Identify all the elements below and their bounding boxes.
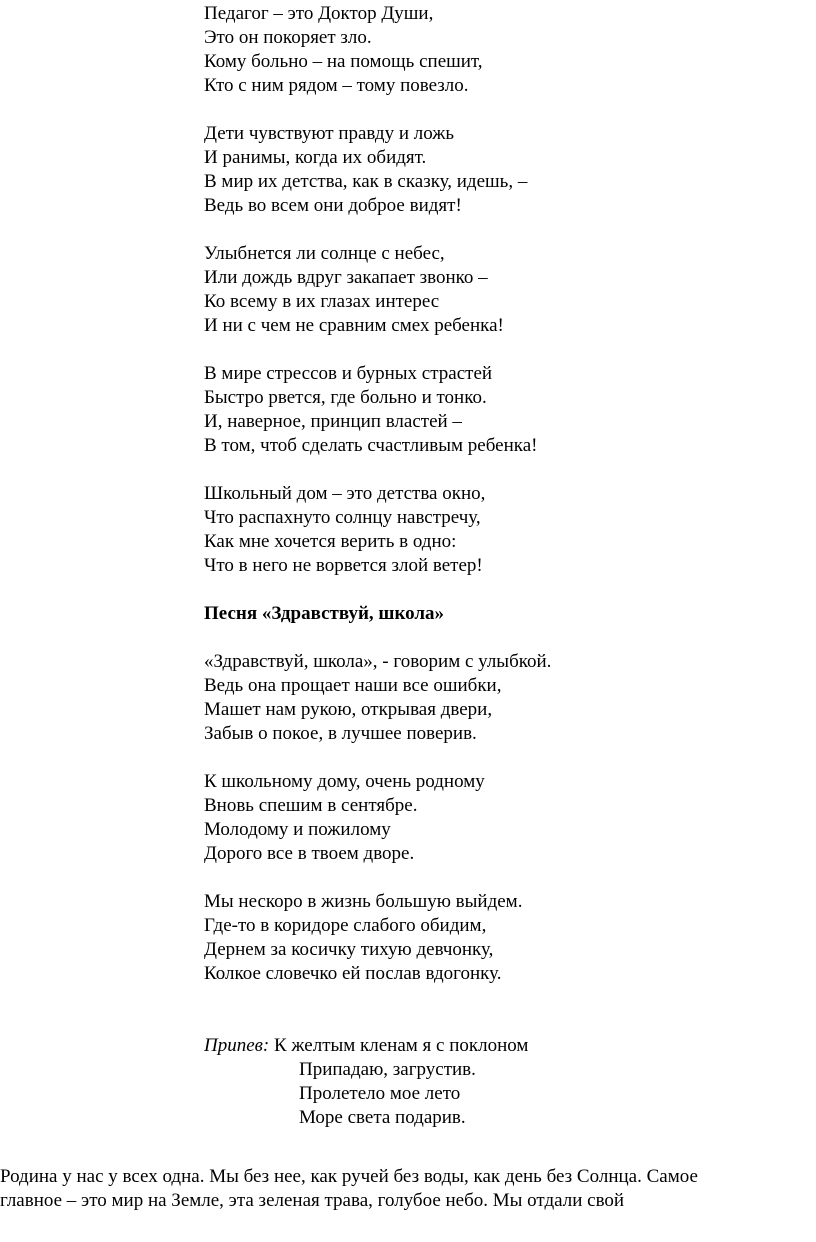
poem-line: Быстро рвется, где больно и тонко. [204, 387, 487, 408]
refrain-line: Припадаю, загрустив. [299, 1059, 476, 1080]
poem-stanza-1 [204, 2, 804, 98]
refrain-first-line [204, 1034, 804, 1058]
poem-stanza-2 [204, 122, 804, 218]
poem-line: Школьный дом – это детства окно, [204, 483, 486, 504]
song-stanza-1 [204, 650, 804, 746]
poem-line: В мире стрессов и бурных страстей [204, 363, 493, 384]
poem-stanza-3 [204, 242, 804, 338]
refrain-line: Пролетело мое лето [299, 1083, 461, 1104]
refrain-label: Припев: [204, 1035, 270, 1056]
poem-line: И ни с чем не сравним смех ребенка! [204, 315, 504, 336]
poem-line: Это он покоряет зло. [204, 27, 372, 48]
prose-line: главное – это мир на Земле, эта зеленая трава, голубое небо. Мы отдали свой [0, 1190, 625, 1211]
poem-stanza-4 [204, 362, 804, 458]
poem-stanza-5 [204, 482, 804, 578]
poem-line: Как мне хочется верить в одно: [204, 531, 457, 552]
song-line: Дернем за косичку тихую девчонку, [204, 939, 494, 960]
song-line: Дорого все в твоем дворе. [204, 843, 415, 864]
poem-line: И, наверное, принцип властей – [204, 411, 462, 432]
song-line: Где-то в коридоре слабого обидим, [204, 915, 487, 936]
song-stanza-3 [204, 890, 804, 986]
poem-line: Или дождь вдруг закапает звонко – [204, 267, 488, 288]
song-line: Мы нескоро в жизнь большую выйдем. [204, 891, 523, 912]
poem-line: Что распахнуто солнцу навстречу, [204, 507, 481, 528]
poem-column [204, 2, 804, 1154]
refrain-first-line-text: К желтым кленам я с поклоном [269, 1035, 529, 1056]
poem-line: В мир их детства, как в сказку, идешь, – [204, 171, 528, 192]
song-line: Забыв о покое, в лучшее поверив. [204, 723, 477, 744]
poem-line: В том, чтоб сделать счастливым ребенка! [204, 435, 538, 456]
poem-line: Улыбнется ли солнце с небес, [204, 243, 445, 264]
song-line: Молодому и пожилому [204, 819, 391, 840]
song-refrain [204, 1034, 804, 1130]
poem-line: Дети чувствуют правду и ложь [204, 123, 455, 144]
poem-line: Кто с ним рядом – тому повезло. [204, 75, 469, 96]
poem-line: И ранимы, когда их обидят. [204, 147, 427, 168]
song-line: Машет нам рукою, открывая двери, [204, 699, 493, 720]
poem-line: Что в него не ворвется злой ветер! [204, 555, 483, 576]
prose-line: Родина у нас у всех одна. Мы без нее, как ручей без воды, как день без Солнца. Самое [0, 1166, 698, 1187]
refrain-line: Море света подарив. [299, 1107, 466, 1128]
song-line: Колкое словечко ей послав вдогонку. [204, 963, 502, 984]
poem-line: Кому больно – на помощь спешит, [204, 51, 483, 72]
poem-line: Ведь во всем они доброе видят! [204, 195, 462, 216]
poem-line: Педагог – это Доктор Души, [204, 3, 434, 24]
song-line: Ведь она прощает наши все ошибки, [204, 675, 502, 696]
poem-line: Ко всему в их глазах интерес [204, 291, 440, 312]
song-line: Вновь спешим в сентябре. [204, 795, 418, 816]
song-stanza-2 [204, 770, 804, 866]
song-line: К школьному дому, очень родному [204, 771, 485, 792]
song-title: Песня «Здравствуй, школа» [204, 603, 445, 624]
song-line: «Здравствуй, школа», - говорим с улыбкой. [204, 651, 552, 672]
prose-paragraph [0, 1165, 812, 1213]
